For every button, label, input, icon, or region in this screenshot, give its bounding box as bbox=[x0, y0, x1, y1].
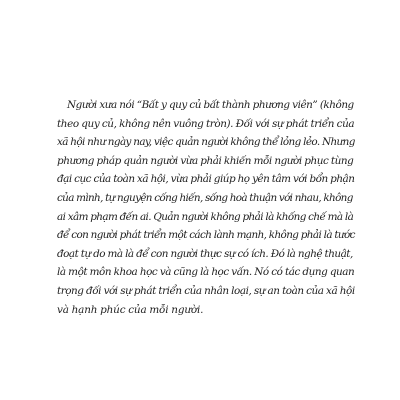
paragraph-line-6: của mình, tự nguyện cống hiến, sống hoà thuận với nhau, không bbox=[57, 191, 353, 204]
paragraph-line-7: ai xâm phạm đến ai. Quản người không phải là khống chế mà là bbox=[57, 210, 354, 223]
paragraph-line-3: xã hội như ngày nay, việc quản người không thể lỏng lẻo. Nhưng bbox=[57, 136, 355, 149]
body-paragraph bbox=[57, 96, 355, 319]
paragraph-line-5: đại cục của toàn xã hội, vừa phải giúp họ yên tâm với bổn phận bbox=[57, 173, 355, 186]
paragraph-line-4: phương pháp quản người vừa phải khiến mỗi người phục tùng bbox=[57, 154, 354, 167]
paragraph-line-11: trọng đối với sự phát triển của nhân loại, sự an toàn của xã hội bbox=[57, 284, 355, 297]
paragraph-line-9: đoạt tự do mà là để con người thực sự có ích. Đó là nghệ thuật, bbox=[57, 247, 353, 260]
paragraph-line-1: Người xưa nói “Bất y quy củ bất thành phương viên” (không bbox=[67, 99, 354, 111]
paragraph-line-12: và hạnh phúc của mỗi người. bbox=[57, 303, 204, 316]
paragraph-line-8: để con người phát triển một cách lành mạnh, không phải là tước bbox=[57, 229, 355, 242]
paragraph-line-10: là một môn khoa học và cũng là học vấn. Nó có tác dụng quan bbox=[57, 266, 355, 279]
paragraph-line-2: theo quy củ, không nên vuông tròn). Đối với sự phát triển của bbox=[57, 117, 355, 130]
